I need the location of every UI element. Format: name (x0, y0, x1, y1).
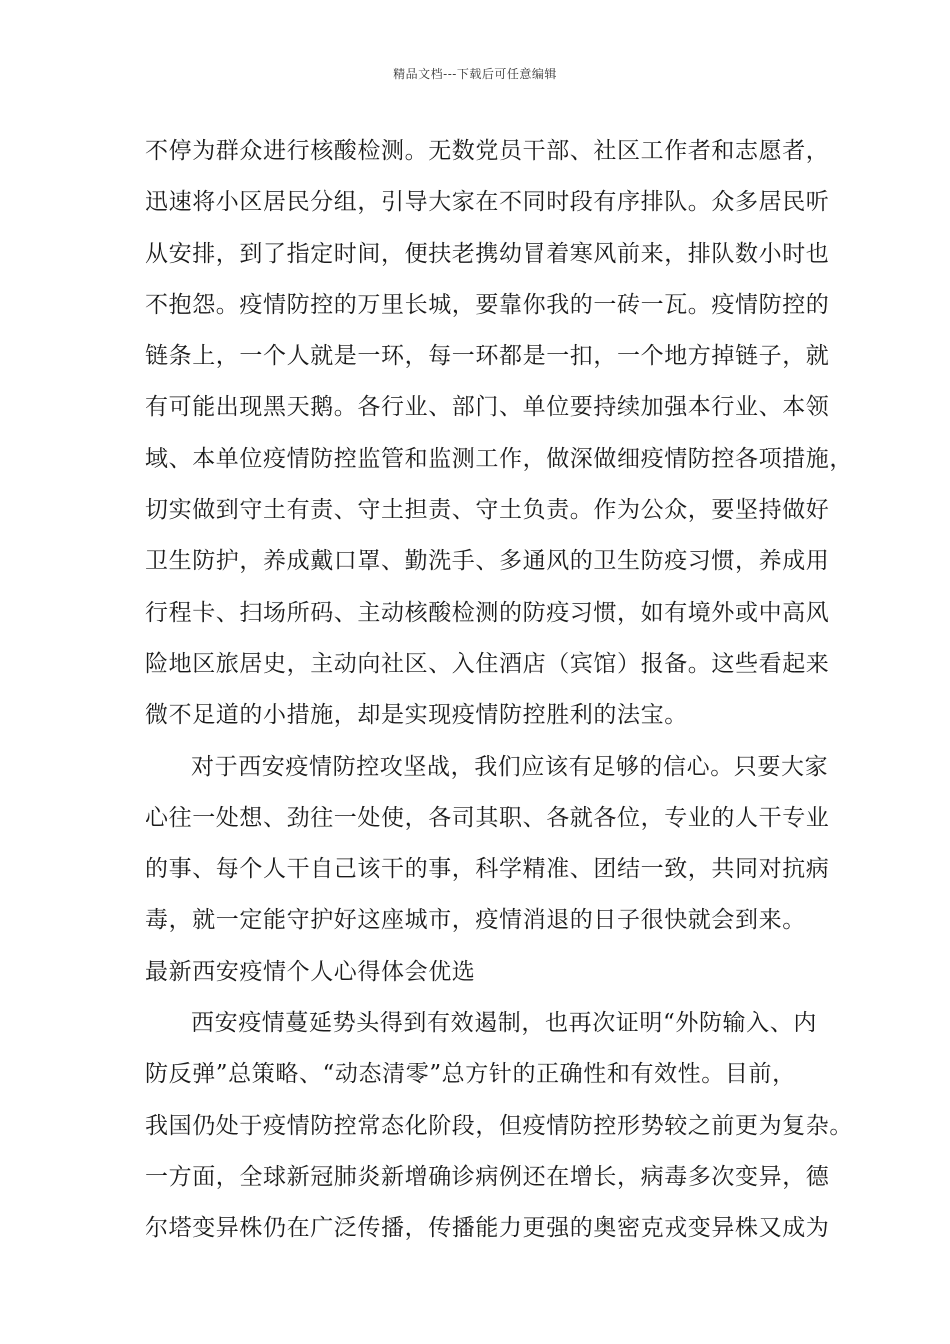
text-line: 微不足道的小措施，却是实现疫情防控胜利的法宝。 (145, 702, 688, 729)
text-line: 切实做到守土有责、守土担责、守土负责。作为公众，要坚持做好 (145, 497, 830, 524)
text-line: 险地区旅居史，主动向社区、入住酒店（宾馆）报备。这些看起来 (145, 650, 830, 677)
text-line: 心往一处想、劲往一处使，各司其职、各就各位，专业的人干专业 (145, 804, 830, 831)
page-header: 精品文档---下载后可任意编辑 (393, 67, 557, 81)
paragraph-first-line: 对于西安疫情防控攻坚战，我们应该有足够的信心。只要大家 (191, 753, 829, 780)
text-line: 不抱怨。疫情防控的万里长城，要靠你我的一砖一瓦。疫情防控的 (145, 291, 830, 318)
text-line: 一方面，全球新冠肺炎新增确诊病例还在增长，病毒多次变异，德 (145, 1163, 830, 1190)
text-line: 我国仍处于疫情防控常态化阶段，但疫情防控形势较之前更为复杂。 (145, 1112, 853, 1139)
text-line: 从安排，到了指定时间，便扶老携幼冒着寒风前来，排队数小时也 (145, 240, 830, 267)
text-line: 迅速将小区居民分组，引导大家在不同时段有序排队。众多居民听 (145, 189, 830, 216)
text-line: 有可能出现黑天鹅。各行业、部门、单位要持续加强本行业、本领 (145, 394, 830, 421)
text-line: 防反弹”总策略、“动态清零”总方针的正确性和有效性。目前， (145, 1061, 796, 1088)
text-line: 的事、每个人干自己该干的事，科学精准、团结一致，共同对抗病 (145, 856, 830, 883)
section-heading: 最新西安疫情个人心得体会优选 (145, 958, 476, 985)
text-line: 链条上，一个人就是一环，每一环都是一扣，一个地方掉链子，就 (145, 343, 830, 370)
text-line: 尔塔变异株仍在广泛传播，传播能力更强的奥密克戎变异株又成为 (145, 1215, 830, 1242)
text-line: 卫生防护，养成戴口罩、勤洗手、多通风的卫生防疫习惯，养成用 (145, 548, 830, 575)
paragraph-first-line: 西安疫情蔓延势头得到有效遏制，也再次证明“外防输入、内 (191, 1010, 817, 1037)
text-line: 不停为群众进行核酸检测。无数党员干部、社区工作者和志愿者， (145, 138, 830, 164)
body-text (145, 126, 853, 1255)
text-line: 毒，就一定能守护好这座城市，疫情消退的日子很快就会到来。 (145, 907, 806, 934)
text-line: 域、本单位疫情防控监管和监测工作，做深做细疫情防控各项措施， (145, 445, 853, 472)
text-line: 行程卡、扫场所码、主动核酸检测的防疫习惯，如有境外或中高风 (145, 599, 830, 626)
